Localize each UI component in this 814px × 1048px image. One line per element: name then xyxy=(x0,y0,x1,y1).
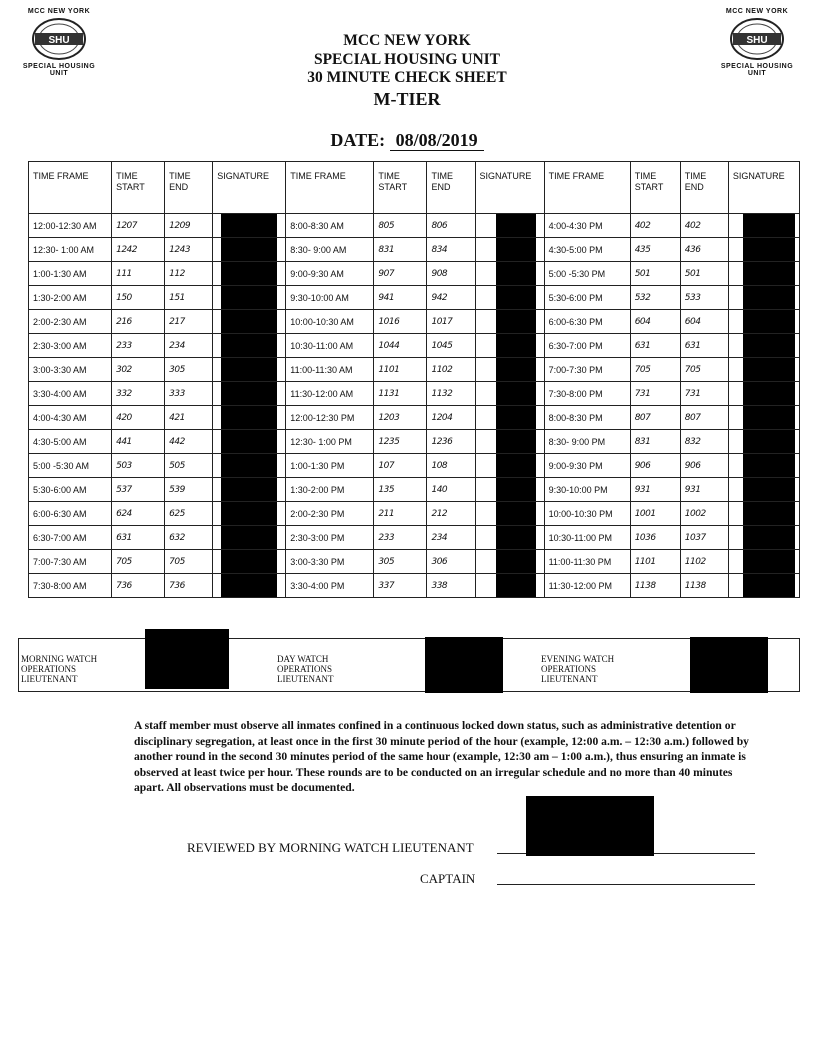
time-frame-cell: 9:00-9:30 PM xyxy=(544,454,630,478)
time-end-cell: 631 xyxy=(680,334,728,358)
signature-cell xyxy=(728,430,799,454)
col-signature: SIGNATURE xyxy=(475,162,544,214)
signature-cell xyxy=(475,310,544,334)
signature-cell xyxy=(475,430,544,454)
signature-cell xyxy=(213,430,286,454)
reviewed-signature-redaction xyxy=(526,796,654,856)
signature-redaction xyxy=(743,574,795,598)
signature-cell xyxy=(475,406,544,430)
signature-cell xyxy=(213,550,286,574)
time-start-cell: 624 xyxy=(112,502,165,526)
time-end-cell: 625 xyxy=(165,502,213,526)
policy-notice: A staff member must observe all inmates confined in a continuous locked down status, such as administrative detention or disciplinary segregation, at least once in the first 30 minute period of the hour (example, 12:00 a.m. – 12:30 a.m.) followed by another round in the second 30 minutes period of the same hour (example, 12:30 am – 1:00 a.m.), thus ensuring an inmate is observed at least twice per hour. These rounds are to be conducted on an irregular schedule and no more than 40 minutes apart. All observations must be documented. xyxy=(134,719,749,795)
signature-cell xyxy=(213,574,286,598)
time-start-cell: 135 xyxy=(374,478,427,502)
signature-redaction xyxy=(221,526,277,550)
time-end-cell: 333 xyxy=(165,382,213,406)
signature-cell xyxy=(728,310,799,334)
time-end-cell: 632 xyxy=(165,526,213,550)
signature-cell xyxy=(213,262,286,286)
signature-redaction xyxy=(496,502,536,526)
time-end-cell: 604 xyxy=(680,310,728,334)
time-start-cell: 906 xyxy=(630,454,680,478)
col-time-start: TIME START xyxy=(374,162,427,214)
time-end-cell: 306 xyxy=(427,550,475,574)
signature-cell xyxy=(728,358,799,382)
table-row xyxy=(29,238,800,262)
table-row xyxy=(29,358,800,382)
signature-cell xyxy=(475,382,544,406)
time-frame-cell: 4:00-4:30 PM xyxy=(544,214,630,238)
time-end-cell: 112 xyxy=(165,262,213,286)
signature-redaction xyxy=(221,262,277,286)
time-frame-cell: 6:00-6:30 AM xyxy=(29,502,112,526)
time-start-cell: 503 xyxy=(112,454,165,478)
time-end-cell: 1037 xyxy=(680,526,728,550)
time-end-cell: 1017 xyxy=(427,310,475,334)
signature-redaction xyxy=(743,550,795,574)
time-start-cell: 1138 xyxy=(630,574,680,598)
signature-cell xyxy=(213,478,286,502)
evening-lieutenant-label: EVENING WATCH OPERATIONS LIEUTENANT xyxy=(541,654,615,684)
table-row xyxy=(29,454,800,478)
time-frame-cell: 4:30-5:00 AM xyxy=(29,430,112,454)
time-end-cell: 212 xyxy=(427,502,475,526)
seal-top-text: MCC NEW YORK xyxy=(27,8,91,15)
col-time-frame: TIME FRAME xyxy=(29,162,112,214)
signature-redaction xyxy=(221,406,277,430)
time-start-cell: 305 xyxy=(374,550,427,574)
signature-redaction xyxy=(743,310,795,334)
time-start-cell: 111 xyxy=(112,262,165,286)
signature-cell xyxy=(475,358,544,382)
time-start-cell: 537 xyxy=(112,478,165,502)
tier-title: M-TIER xyxy=(373,88,441,109)
time-end-cell: 1236 xyxy=(427,430,475,454)
col-signature: SIGNATURE xyxy=(728,162,799,214)
time-start-cell: 631 xyxy=(630,334,680,358)
time-frame-cell: 1:30-2:00 PM xyxy=(286,478,374,502)
time-frame-cell: 10:30-11:00 AM xyxy=(286,334,374,358)
time-end-cell: 533 xyxy=(680,286,728,310)
signature-cell xyxy=(475,334,544,358)
signature-cell xyxy=(728,574,799,598)
signature-cell xyxy=(213,526,286,550)
time-end-cell: 539 xyxy=(165,478,213,502)
time-start-cell: 941 xyxy=(374,286,427,310)
time-start-cell: 1242 xyxy=(112,238,165,262)
time-start-cell: 233 xyxy=(374,526,427,550)
time-start-cell: 907 xyxy=(374,262,427,286)
signature-redaction xyxy=(221,214,277,238)
signature-cell xyxy=(213,358,286,382)
time-start-cell: 1036 xyxy=(630,526,680,550)
table-row xyxy=(29,286,800,310)
time-start-cell: 1001 xyxy=(630,502,680,526)
seal-abbrev: SHU xyxy=(48,35,70,46)
signature-cell xyxy=(728,334,799,358)
time-end-cell: 736 xyxy=(165,574,213,598)
time-end-cell: 234 xyxy=(165,334,213,358)
time-start-cell: 705 xyxy=(112,550,165,574)
time-frame-cell: 1:00-1:30 PM xyxy=(286,454,374,478)
signature-cell xyxy=(475,286,544,310)
time-start-cell: 435 xyxy=(630,238,680,262)
signature-redaction xyxy=(496,358,536,382)
time-end-cell: 832 xyxy=(680,430,728,454)
signature-redaction xyxy=(496,262,536,286)
signature-redaction xyxy=(743,406,795,430)
signature-cell xyxy=(475,478,544,502)
time-end-cell: 1243 xyxy=(165,238,213,262)
col-signature: SIGNATURE xyxy=(213,162,286,214)
signature-redaction xyxy=(496,334,536,358)
time-frame-cell: 9:00-9:30 AM xyxy=(286,262,374,286)
table-row xyxy=(29,382,800,406)
date-label: DATE: xyxy=(330,130,386,150)
time-start-cell: 1101 xyxy=(630,550,680,574)
date-line xyxy=(0,130,814,151)
time-start-cell: 532 xyxy=(630,286,680,310)
header-line-1: MCC NEW YORK xyxy=(343,32,471,49)
check-table xyxy=(28,161,800,598)
table-row xyxy=(29,550,800,574)
signature-redaction xyxy=(496,478,536,502)
signature-redaction xyxy=(743,262,795,286)
time-frame-cell: 9:30-10:00 AM xyxy=(286,286,374,310)
lieutenant-box xyxy=(18,638,800,692)
table-row xyxy=(29,406,800,430)
time-start-cell: 805 xyxy=(374,214,427,238)
time-frame-cell: 5:30-6:00 AM xyxy=(29,478,112,502)
time-end-cell: 834 xyxy=(427,238,475,262)
signature-cell xyxy=(213,238,286,262)
signature-redaction xyxy=(221,238,277,262)
col-time-start: TIME START xyxy=(112,162,165,214)
time-end-cell: 705 xyxy=(680,358,728,382)
time-frame-cell: 2:30-3:00 AM xyxy=(29,334,112,358)
time-frame-cell: 12:30- 1:00 AM xyxy=(29,238,112,262)
time-start-cell: 1101 xyxy=(374,358,427,382)
col-time-end: TIME END xyxy=(165,162,213,214)
time-frame-cell: 3:00-3:30 PM xyxy=(286,550,374,574)
signature-cell xyxy=(475,454,544,478)
signature-cell xyxy=(213,286,286,310)
signature-redaction xyxy=(221,382,277,406)
signature-cell xyxy=(213,382,286,406)
time-end-cell: 931 xyxy=(680,478,728,502)
signature-redaction xyxy=(221,502,277,526)
signature-redaction xyxy=(221,358,277,382)
time-start-cell: 931 xyxy=(630,478,680,502)
time-end-cell: 906 xyxy=(680,454,728,478)
signature-cell xyxy=(728,214,799,238)
signature-redaction xyxy=(221,454,277,478)
time-start-cell: 420 xyxy=(112,406,165,430)
signature-cell xyxy=(475,574,544,598)
time-frame-cell: 5:00 -5:30 AM xyxy=(29,454,112,478)
time-end-cell: 1209 xyxy=(165,214,213,238)
signature-redaction xyxy=(743,334,795,358)
time-frame-cell: 7:30-8:00 AM xyxy=(29,574,112,598)
signature-redaction xyxy=(743,238,795,262)
header-line-2: SPECIAL HOUSING UNIT xyxy=(313,50,501,68)
time-frame-cell: 11:30-12:00 PM xyxy=(544,574,630,598)
day-lieutenant-redaction xyxy=(425,637,503,693)
time-end-cell: 807 xyxy=(680,406,728,430)
table-row xyxy=(29,214,800,238)
signature-redaction xyxy=(221,430,277,454)
time-start-cell: 211 xyxy=(374,502,427,526)
signature-cell xyxy=(475,214,544,238)
signature-redaction xyxy=(743,502,795,526)
signature-redaction xyxy=(496,382,536,406)
signature-cell xyxy=(213,214,286,238)
time-start-cell: 107 xyxy=(374,454,427,478)
time-frame-cell: 7:00-7:30 PM xyxy=(544,358,630,382)
evening-lieutenant-redaction xyxy=(690,637,768,693)
time-start-cell: 441 xyxy=(112,430,165,454)
time-end-cell: 731 xyxy=(680,382,728,406)
time-frame-cell: 9:30-10:00 PM xyxy=(544,478,630,502)
time-frame-cell: 8:00-8:30 AM xyxy=(286,214,374,238)
time-start-cell: 831 xyxy=(630,430,680,454)
time-start-cell: 1203 xyxy=(374,406,427,430)
time-start-cell: 332 xyxy=(112,382,165,406)
signature-redaction xyxy=(496,286,536,310)
signature-cell xyxy=(728,526,799,550)
signature-redaction xyxy=(496,454,536,478)
signature-redaction xyxy=(496,430,536,454)
signature-cell xyxy=(728,262,799,286)
signature-redaction xyxy=(221,286,277,310)
time-frame-cell: 6:00-6:30 PM xyxy=(544,310,630,334)
time-frame-cell: 10:30-11:00 PM xyxy=(544,526,630,550)
signature-redaction xyxy=(743,478,795,502)
time-start-cell: 1044 xyxy=(374,334,427,358)
signature-cell xyxy=(475,550,544,574)
time-start-cell: 604 xyxy=(630,310,680,334)
time-frame-cell: 2:00-2:30 AM xyxy=(29,310,112,334)
signature-redaction xyxy=(496,574,536,598)
signature-redaction xyxy=(221,574,277,598)
time-end-cell: 421 xyxy=(165,406,213,430)
time-frame-cell: 11:00-11:30 PM xyxy=(544,550,630,574)
morning-lieutenant-label: MORNING WATCH OPERATIONS LIEUTENANT xyxy=(21,654,98,684)
time-frame-cell: 6:30-7:00 AM xyxy=(29,526,112,550)
time-frame-cell: 2:30-3:00 PM xyxy=(286,526,374,550)
signature-cell xyxy=(728,454,799,478)
table-row xyxy=(29,502,800,526)
signature-redaction xyxy=(496,406,536,430)
signature-redaction xyxy=(221,334,277,358)
time-end-cell: 1204 xyxy=(427,406,475,430)
time-start-cell: 337 xyxy=(374,574,427,598)
time-end-cell: 1138 xyxy=(680,574,728,598)
time-end-cell: 151 xyxy=(165,286,213,310)
signature-redaction xyxy=(496,214,536,238)
time-start-cell: 731 xyxy=(630,382,680,406)
time-end-cell: 1102 xyxy=(680,550,728,574)
captain-signature-line xyxy=(497,884,755,885)
signature-cell xyxy=(213,454,286,478)
signature-cell xyxy=(475,238,544,262)
col-time-frame: TIME FRAME xyxy=(544,162,630,214)
time-start-cell: 631 xyxy=(112,526,165,550)
signature-cell xyxy=(213,406,286,430)
seal-top-text: MCC NEW YORK xyxy=(725,8,789,15)
time-end-cell: 501 xyxy=(680,262,728,286)
time-frame-cell: 10:00-10:30 AM xyxy=(286,310,374,334)
time-end-cell: 942 xyxy=(427,286,475,310)
time-start-cell: 705 xyxy=(630,358,680,382)
signature-redaction xyxy=(743,358,795,382)
time-start-cell: 402 xyxy=(630,214,680,238)
signature-cell xyxy=(728,238,799,262)
time-end-cell: 1002 xyxy=(680,502,728,526)
table-row xyxy=(29,574,800,598)
seal-bottom-text: SPECIAL HOUSING UNIT xyxy=(720,63,794,77)
col-time-start: TIME START xyxy=(630,162,680,214)
time-end-cell: 402 xyxy=(680,214,728,238)
time-start-cell: 150 xyxy=(112,286,165,310)
signature-redaction xyxy=(496,526,536,550)
signature-cell xyxy=(728,502,799,526)
time-start-cell: 831 xyxy=(374,238,427,262)
sheet-header xyxy=(0,32,814,110)
time-frame-cell: 5:30-6:00 PM xyxy=(544,286,630,310)
time-end-cell: 1045 xyxy=(427,334,475,358)
time-frame-cell: 12:00-12:30 AM xyxy=(29,214,112,238)
time-frame-cell: 10:00-10:30 PM xyxy=(544,502,630,526)
time-frame-cell: 2:00-2:30 PM xyxy=(286,502,374,526)
signature-cell xyxy=(728,406,799,430)
table-header xyxy=(29,162,800,214)
signature-redaction xyxy=(743,430,795,454)
time-frame-cell: 5:00 -5:30 PM xyxy=(544,262,630,286)
time-end-cell: 338 xyxy=(427,574,475,598)
signature-cell xyxy=(213,310,286,334)
day-lieutenant-label: DAY WATCH OPERATIONS LIEUTENANT xyxy=(277,654,334,684)
time-frame-cell: 12:00-12:30 PM xyxy=(286,406,374,430)
signature-redaction xyxy=(221,310,277,334)
signature-cell xyxy=(728,382,799,406)
time-end-cell: 806 xyxy=(427,214,475,238)
time-frame-cell: 7:30-8:00 PM xyxy=(544,382,630,406)
time-frame-cell: 3:30-4:00 PM xyxy=(286,574,374,598)
time-frame-cell: 12:30- 1:00 PM xyxy=(286,430,374,454)
signature-cell xyxy=(213,502,286,526)
captain-label: CAPTAIN xyxy=(420,871,476,886)
time-end-cell: 234 xyxy=(427,526,475,550)
time-end-cell: 1102 xyxy=(427,358,475,382)
time-frame-cell: 8:00-8:30 PM xyxy=(544,406,630,430)
time-start-cell: 302 xyxy=(112,358,165,382)
table-row xyxy=(29,262,800,286)
time-start-cell: 807 xyxy=(630,406,680,430)
table-row xyxy=(29,334,800,358)
time-end-cell: 305 xyxy=(165,358,213,382)
signature-redaction xyxy=(743,286,795,310)
time-frame-cell: 3:30-4:00 AM xyxy=(29,382,112,406)
time-start-cell: 216 xyxy=(112,310,165,334)
table-body xyxy=(29,214,800,598)
time-frame-cell: 1:00-1:30 AM xyxy=(29,262,112,286)
signature-redaction xyxy=(743,526,795,550)
col-time-end: TIME END xyxy=(427,162,475,214)
signature-cell xyxy=(475,526,544,550)
time-frame-cell: 11:00-11:30 AM xyxy=(286,358,374,382)
signature-redaction xyxy=(743,454,795,478)
time-start-cell: 736 xyxy=(112,574,165,598)
table-row xyxy=(29,526,800,550)
time-frame-cell: 4:30-5:00 PM xyxy=(544,238,630,262)
time-start-cell: 1131 xyxy=(374,382,427,406)
time-end-cell: 505 xyxy=(165,454,213,478)
time-end-cell: 908 xyxy=(427,262,475,286)
signature-cell xyxy=(728,550,799,574)
time-end-cell: 1132 xyxy=(427,382,475,406)
signature-cell xyxy=(475,262,544,286)
time-frame-cell: 1:30-2:00 AM xyxy=(29,286,112,310)
signature-redaction xyxy=(496,310,536,334)
time-start-cell: 233 xyxy=(112,334,165,358)
time-frame-cell: 8:30- 9:00 AM xyxy=(286,238,374,262)
time-end-cell: 705 xyxy=(165,550,213,574)
col-time-end: TIME END xyxy=(680,162,728,214)
header-line-3: 30 MINUTE CHECK SHEET xyxy=(307,69,507,86)
seal-bottom-text: SPECIAL HOUSING UNIT xyxy=(22,63,96,77)
time-end-cell: 217 xyxy=(165,310,213,334)
signature-cell xyxy=(728,286,799,310)
signature-cell xyxy=(213,334,286,358)
signature-redaction xyxy=(496,238,536,262)
reviewed-label: REVIEWED BY MORNING WATCH LIEUTENANT xyxy=(187,840,474,855)
time-end-cell: 140 xyxy=(427,478,475,502)
time-end-cell: 108 xyxy=(427,454,475,478)
morning-lieutenant-redaction xyxy=(145,629,229,689)
table-row xyxy=(29,430,800,454)
time-frame-cell: 8:30- 9:00 PM xyxy=(544,430,630,454)
signature-redaction xyxy=(221,478,277,502)
signature-cell xyxy=(728,478,799,502)
table-row xyxy=(29,478,800,502)
time-start-cell: 1235 xyxy=(374,430,427,454)
time-end-cell: 442 xyxy=(165,430,213,454)
col-time-frame: TIME FRAME xyxy=(286,162,374,214)
time-start-cell: 1016 xyxy=(374,310,427,334)
time-frame-cell: 4:00-4:30 AM xyxy=(29,406,112,430)
time-start-cell: 1207 xyxy=(112,214,165,238)
signature-redaction xyxy=(743,214,795,238)
table-row xyxy=(29,310,800,334)
time-frame-cell: 7:00-7:30 AM xyxy=(29,550,112,574)
date-value: 08/08/2019 xyxy=(390,130,484,151)
time-end-cell: 436 xyxy=(680,238,728,262)
signature-redaction xyxy=(221,550,277,574)
time-frame-cell: 3:00-3:30 AM xyxy=(29,358,112,382)
time-start-cell: 501 xyxy=(630,262,680,286)
time-frame-cell: 6:30-7:00 PM xyxy=(544,334,630,358)
time-frame-cell: 11:30-12:00 AM xyxy=(286,382,374,406)
signature-cell xyxy=(475,502,544,526)
signature-redaction xyxy=(496,550,536,574)
seal-abbrev: SHU xyxy=(746,35,768,46)
signature-redaction xyxy=(743,382,795,406)
